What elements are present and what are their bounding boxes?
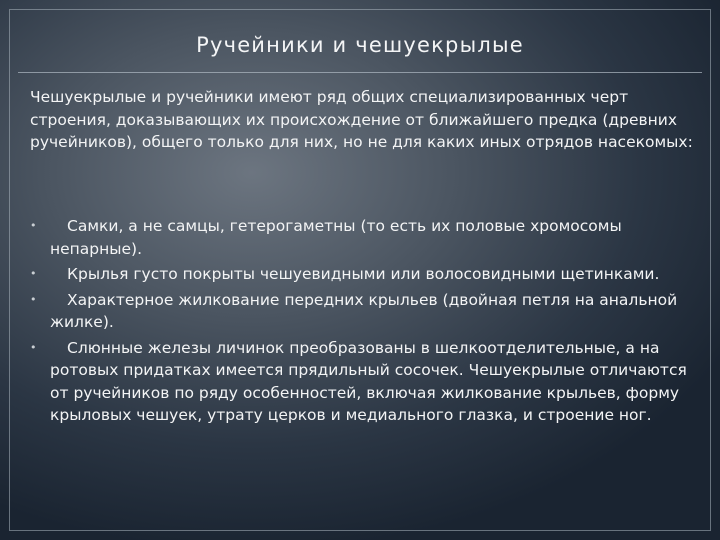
title-divider [18, 72, 702, 73]
bullet-text: Крылья густо покрыты чешуевидными или волосовидными щетинками. [67, 265, 660, 283]
intro-paragraph: Чешуекрылые и ручейники имеют ряд общих специализированных черт строения, доказывающих их происхождение от ближайшего предка (древних ручейников), общего только для них, но не для каких иных отрядов насекомых: [30, 88, 693, 151]
bullet-item [30, 289, 700, 334]
bullet-dot-icon: • [30, 340, 37, 354]
bullet-text: Самки, а не самцы, гетерогаметны (то есть их половые хромосомы непарные). [50, 217, 622, 258]
bullet-item [30, 337, 700, 427]
slide-title: Ручейники и чешуекрылые [196, 33, 524, 57]
bullet-dot-icon: • [30, 219, 37, 232]
bullet-list [30, 215, 700, 430]
bullet-item [30, 263, 700, 286]
bullet-text: Слюнные железы личинок преобразованы в шелкоотделительные, а на ротовых придатках имеется прядильный сосочек. Чешуекрылые отличаются от ручейников по ряду особенностей, включая жилкование крыльев, форму крыловых чешуек, утрату церков и медиального глазка, и строение ног. [50, 338, 687, 424]
bullet-dot-icon: • [30, 292, 37, 306]
bullet-text: Характерное жилкование передних крыльев (двойная петля на анальной жилке). [50, 290, 678, 331]
bullet-dot-icon: • [30, 267, 37, 280]
bullet-item [30, 215, 700, 260]
